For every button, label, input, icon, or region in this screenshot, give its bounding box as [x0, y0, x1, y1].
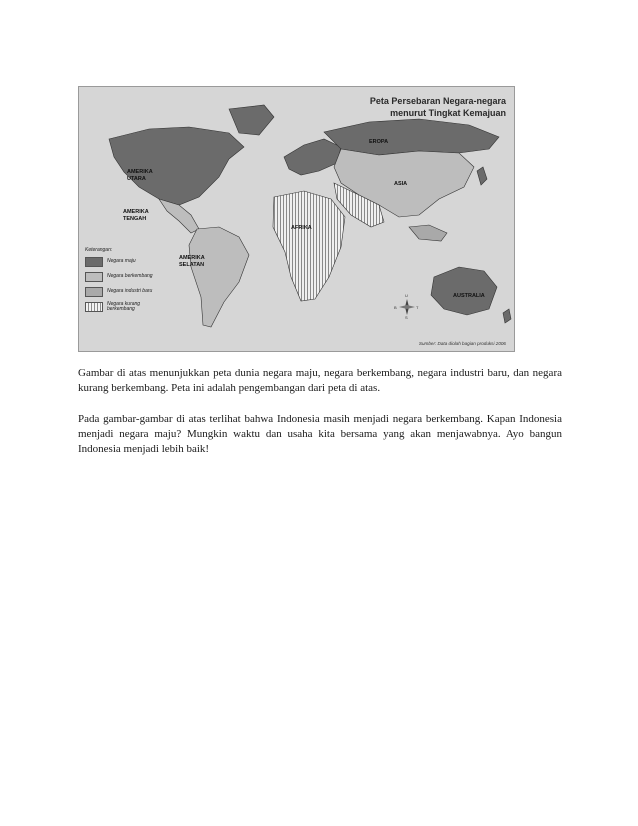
label-central-america: AMERIKA TENGAH	[123, 209, 149, 222]
legend-item-newly-industrialized	[85, 286, 163, 298]
map-legend	[85, 247, 163, 316]
world-development-map	[78, 86, 515, 352]
legend-label: Negara industri baru	[107, 288, 153, 295]
compass-south: S	[405, 315, 408, 320]
legend-label: Negara kurang berkembang	[107, 300, 141, 312]
legend-item-least-developed	[85, 301, 163, 313]
legend-swatch	[85, 302, 103, 312]
legend-item-developing	[85, 271, 163, 283]
legend-swatch	[85, 257, 103, 267]
compass-east: T	[416, 305, 419, 310]
label-asia: ASIA	[394, 181, 408, 187]
compass-rose-icon	[394, 293, 419, 320]
legend-item-developed	[85, 256, 163, 268]
legend-label: Negara maju	[107, 258, 136, 265]
legend-swatch	[85, 272, 103, 282]
label-north-america: AMERIKA UTARA	[127, 169, 153, 182]
legend-swatch	[85, 287, 103, 297]
label-south-america: AMERIKA SELATAN	[179, 255, 205, 268]
paragraph-1: Gambar di atas menunjukkan peta dunia negara maju, negara berkembang, negara industri baru, dan negara kurang berkembang. Peta ini adalah pengembangan dari peta di atas.	[78, 367, 562, 394]
map-source: Sumber: Data diolah bagian produksi 2006	[418, 341, 506, 346]
label-australia: AUSTRALIA	[453, 293, 485, 299]
legend-title: Keterangan:	[85, 247, 113, 253]
compass-west: B	[394, 305, 397, 310]
legend-label: Negara berkembang	[107, 273, 153, 280]
label-europe: EROPA	[369, 139, 389, 145]
label-africa: AFRIKA	[291, 225, 312, 231]
map-title: Peta Persebaran Negara-negara menurut Tingkat Kemajuan	[369, 96, 506, 118]
compass-north: U	[405, 293, 408, 298]
paragraph-2: Pada gambar-gambar di atas terlihat bahwa Indonesia masih menjadi negara berkembang. Kapan Indonesia menjadi negara maju? Mungkin waktu dan usaha kita bersama yang akan menjawabnya. Ayo bangun Indonesia menjadi lebih baik!	[78, 413, 562, 455]
